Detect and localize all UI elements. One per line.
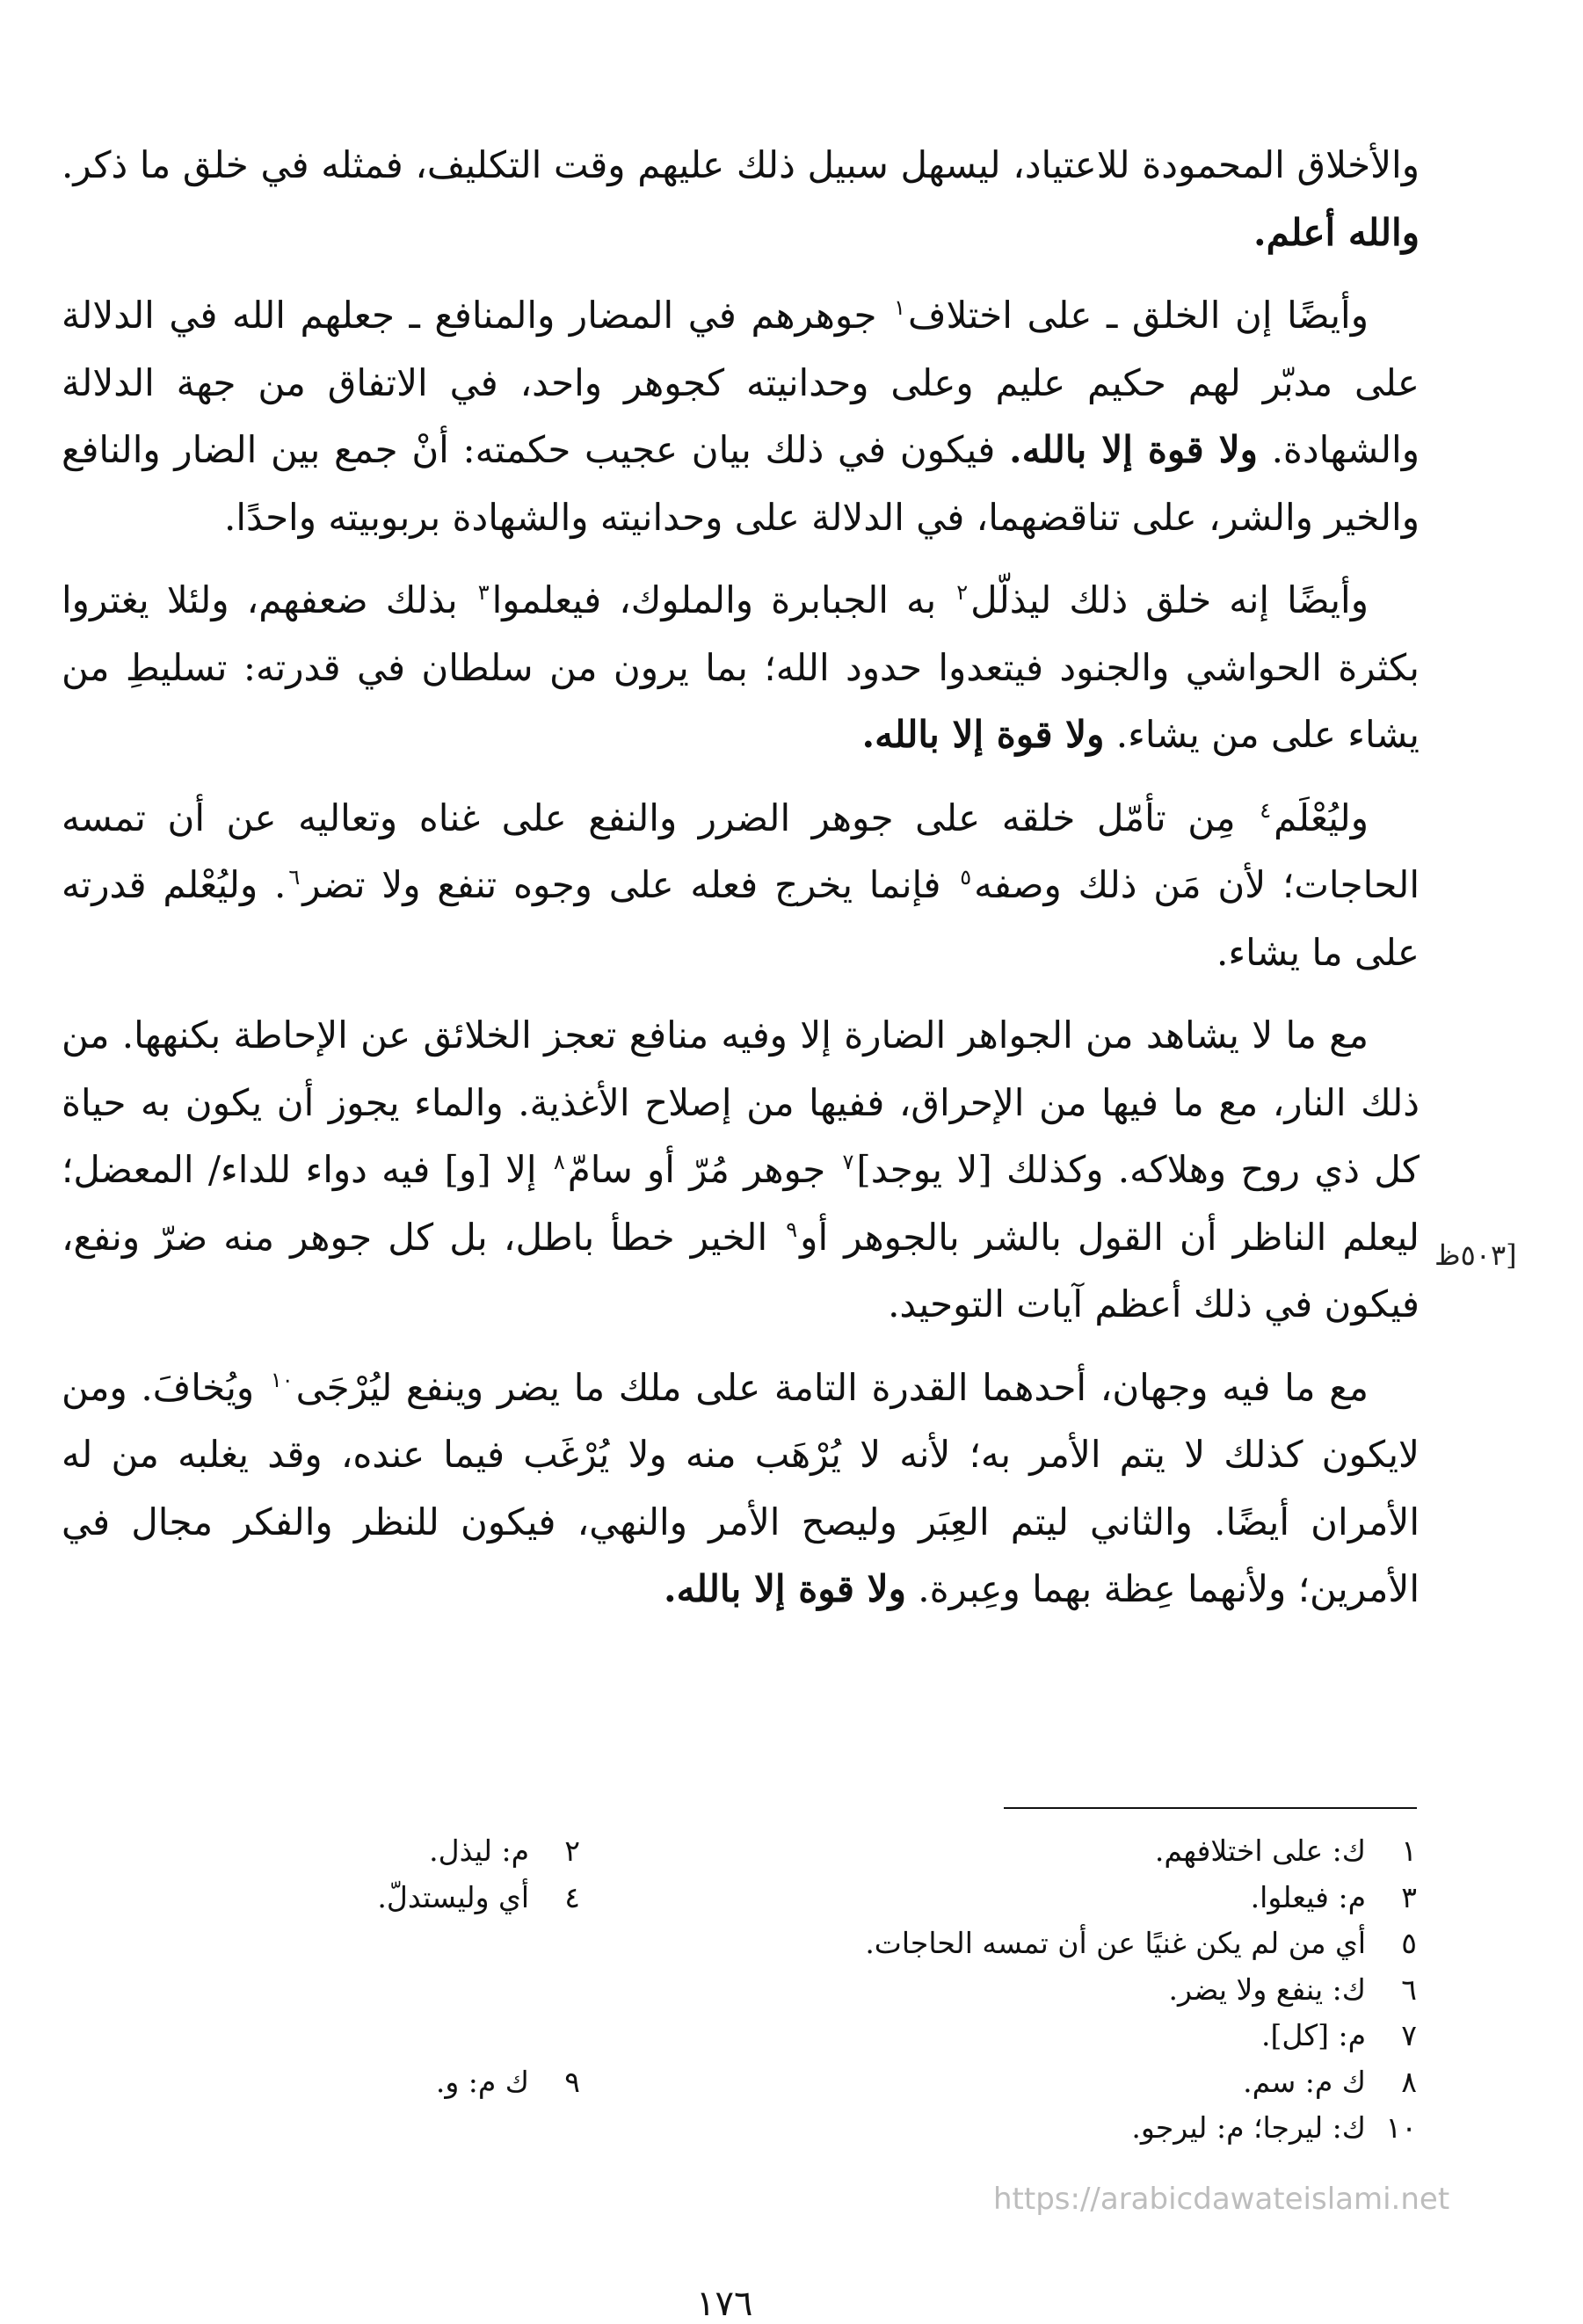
formula-phrase: ولا قوة إلا بالله. <box>1009 428 1258 471</box>
text-run: مِن تأمّل خلقه على جوهر الضرر والنفع على غناه وتعاليه عن أن تمسه الحاجات؛ لأن مَن ذلك وصفه <box>62 795 1420 906</box>
footnote-marker: ٩ <box>786 1216 798 1242</box>
footnote <box>264 1828 580 1875</box>
footnote-number: ٢ <box>564 1834 580 1868</box>
text-run: ويُخافَ. ومن لايكون كذلك لا يتم الأمر به؛ لأنه لا يُرْهَب منه ولا يُرْغَب فيما عنده، وقد يغلبه من له الأمران أيضًا. والثاني ليتم العِبَر وليصح الأمر والنهي، فيكون للنظر والفكر مجال في الأمرين؛ ولأنهما عِظة بهما وعِبرة. <box>62 1365 1420 1610</box>
text-run: . وليُعْلم قدرته على ما يشاء. <box>62 863 1420 974</box>
footnote-text: ك: على اختلافهم. <box>1154 1834 1366 1868</box>
paragraph <box>62 282 1420 551</box>
footnote-number: ٦ <box>1401 1972 1417 2007</box>
text-run: به الجبابرة والملوك، فيعلموا <box>491 578 955 621</box>
footnote <box>879 1875 1417 1921</box>
paragraph <box>62 1354 1420 1623</box>
text-run: الخير خطأ باطل، بل كل جوهر منه ضرّ ونفع، فيكون في ذلك أعظم آيات التوحيد. <box>62 1215 1420 1325</box>
footnote-number: ١ <box>1401 1834 1417 1868</box>
footnote-text: ك: ليرجا؛ م: ليرجو. <box>1131 2110 1366 2145</box>
footnote-marker: ٣ <box>477 580 490 605</box>
footnote <box>879 1967 1417 2014</box>
text-run: جوهر مُرّ أو سامّ <box>567 1148 840 1191</box>
footnote-text: ك: ينفع ولا يضر. <box>1168 1972 1366 2007</box>
footnote <box>879 1828 1417 1875</box>
formula-phrase: ولا قوة إلا بالله. <box>664 1567 906 1610</box>
footnote-number <box>548 1921 580 1967</box>
footnote-text: م: فيعلوا. <box>1250 1879 1366 1914</box>
footnote <box>264 2059 580 2106</box>
footnote <box>264 1875 580 1921</box>
footnote <box>879 2105 1417 2152</box>
footnote-text: أي وليستدلّ. <box>377 1879 529 1914</box>
footnote-number: ١٠ <box>1385 2110 1417 2145</box>
formula-phrase: والله أعلم. <box>1253 210 1420 254</box>
footnote-number <box>548 1967 580 2014</box>
footnote <box>879 2059 1417 2106</box>
footnotes-left-column <box>264 1828 580 2105</box>
paragraph <box>62 785 1420 987</box>
footnote-marker: ٥ <box>960 865 972 890</box>
footnote-separator <box>1004 1807 1417 1809</box>
footnote-marker: ٦ <box>288 865 301 890</box>
text-run: مع ما فيه وجهان، أحدهما القدرة التامة على ملك ما يضر وينفع ليُرْجَى <box>295 1365 1369 1409</box>
footnote-number: ٧ <box>1401 2018 1417 2052</box>
footnote-text: ك م: و. <box>435 2064 529 2099</box>
footnote <box>264 1921 580 1967</box>
watermark-url: https://arabicdawateislami.net <box>993 2182 1450 2217</box>
footnote-marker: ٢ <box>956 580 969 605</box>
text-run: وليُعْلَم <box>1274 795 1369 839</box>
main-text <box>62 132 1420 1639</box>
text-run: إلا [و] فيه دواء للداء/ المعضل؛ ليعلم الناظر أن القول بالشر بالجوهر أو <box>62 1148 1420 1259</box>
footnote-text: ك م: سم. <box>1243 2064 1366 2099</box>
text-run: فيكون في ذلك بيان عجيب حكمته: أنْ جمع بين الضار والنافع والخير والشر، على تناقضهما، في الدلالة على وحدانيته والشهادة بربوبيته واحدًا. <box>62 428 1420 539</box>
footnote-marker: ٨ <box>553 1150 565 1174</box>
footnote-text: م: [كل]. <box>1261 2018 1366 2052</box>
footnote-number: ٥ <box>1401 1926 1417 1960</box>
text-run: بذلك ضعفهم، ولئلا يغتروا بكثرة الحواشي والجنود فيتعدوا حدود الله؛ بما يرون من سلطان في قدرته: تسليطِ من يشاء على من يشاء. <box>62 578 1420 756</box>
footnote-marker: ١٠ <box>270 1367 294 1392</box>
paragraph <box>62 1002 1420 1339</box>
footnote-text: أي من لم يكن غنيًا عن أن تمسه الحاجات. <box>865 1926 1366 1960</box>
text-run: وأيضًا إنه خلق ذلك ليذلّل <box>970 578 1369 621</box>
paragraph <box>62 132 1420 266</box>
footnote <box>865 1921 1417 1967</box>
formula-phrase: ولا قوة إلا بالله. <box>861 713 1105 756</box>
footnote-text: م: ليذل. <box>429 1834 529 1868</box>
footnote-number: ٩ <box>564 2064 580 2099</box>
text-run: جوهرهم في المضار والمنافع ـ جعلهم الله في الدلالة على مدبّر لهم حكيم عليم وعلى وحدانيته كجوهر واحد، في الاتفاق من جهة الدلالة والشهادة. <box>62 294 1420 471</box>
text-run: وأيضًا إن الخلق ـ على اختلاف <box>908 294 1369 337</box>
footnote-marker: ٧ <box>842 1150 854 1174</box>
footnote <box>264 1967 580 2014</box>
footnote-number <box>548 2013 580 2059</box>
paragraph <box>62 567 1420 769</box>
text-run: فإنما يخرج فعله على وجوه تنفع ولا تضر <box>302 863 958 906</box>
footnote-number: ٣ <box>1401 1879 1417 1914</box>
footnote <box>264 2013 580 2059</box>
footnotes-right-column <box>865 1828 1417 2152</box>
page-number: ١٧٦ <box>696 2284 753 2324</box>
text-run: والأخلاق المحمودة للاعتياد، ليسهل سبيل ذلك عليهم وقت التكليف، فمثله في خلق ما ذكر. <box>62 143 1420 186</box>
footnote-number: ٤ <box>564 1879 580 1914</box>
footnote-marker: ٤ <box>1260 797 1272 823</box>
manuscript-folio-marker: [٥٠٣ظ <box>1434 1238 1517 1272</box>
footnote <box>879 2013 1417 2059</box>
footnote-marker: ١ <box>894 295 905 320</box>
footnote-number: ٨ <box>1401 2064 1417 2099</box>
text-run: مع ما لا يشاهد من الجواهر الضارة إلا وفيه منافع تعجز الخلائق عن الإحاطة بكنهها. من ذلك النار، مع ما فيها من الإحراق، ففيها من إصلاح الأغذية. والماء يجوز أن يكون به حياة كل ذي روح وهلاكه. وكذلك [لا يوجد] <box>62 1013 1420 1191</box>
